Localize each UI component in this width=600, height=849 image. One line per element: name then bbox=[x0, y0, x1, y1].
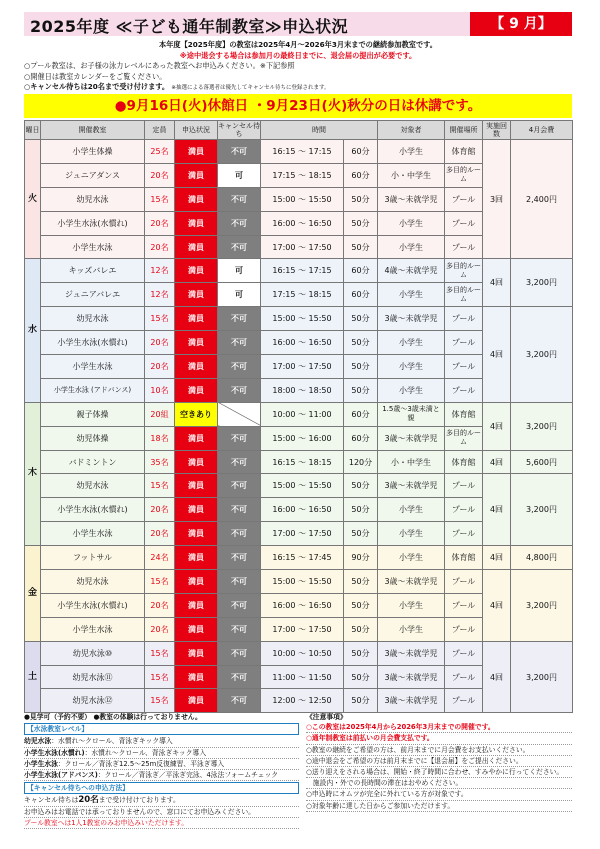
target-age: 小・中学生 bbox=[378, 450, 445, 474]
venue: 多目的ルーム bbox=[445, 426, 483, 450]
status-badge: 空きあり bbox=[175, 402, 218, 426]
caution-diaper: ○申込時にオムツが完全に外れている方が対象です。 bbox=[306, 789, 572, 800]
target-age: 3歳～未就学児 bbox=[378, 641, 445, 665]
venue: 体育館 bbox=[445, 546, 483, 570]
class-name: 小学生水泳(水慣れ) bbox=[41, 211, 145, 235]
capacity: 20名 bbox=[145, 593, 175, 617]
target-age: 小学生 bbox=[378, 593, 445, 617]
footer-right bbox=[306, 712, 572, 812]
capacity: 10名 bbox=[145, 378, 175, 402]
time-range: 17:15 ～ 18:15 bbox=[261, 163, 344, 187]
duration: 50分 bbox=[344, 522, 378, 546]
capacity: 20名 bbox=[145, 522, 175, 546]
table-row bbox=[25, 546, 573, 570]
class-name: 小学生水泳 bbox=[41, 617, 145, 641]
duration: 50分 bbox=[344, 570, 378, 594]
venue: 体育館 bbox=[445, 450, 483, 474]
duration: 50分 bbox=[344, 689, 378, 713]
level-advance bbox=[24, 770, 299, 781]
venue: プール bbox=[445, 211, 483, 235]
table-row bbox=[25, 307, 573, 331]
page-header bbox=[24, 12, 572, 36]
class-name: 小学生水泳 bbox=[41, 355, 145, 379]
duration: 50分 bbox=[344, 211, 378, 235]
target-age: 3歳～未就学児 bbox=[378, 187, 445, 211]
schedule-table bbox=[24, 120, 573, 713]
caution-prepay: ○通年制教室は前払いの月会費支払です。 bbox=[306, 733, 572, 744]
session-count: 4回 bbox=[483, 307, 511, 403]
note-withdrawal: ※途中退会する場合は参加月の最終日までに、退会届の提出が必要です。 bbox=[179, 50, 417, 60]
duration: 120分 bbox=[344, 450, 378, 474]
duration: 60分 bbox=[344, 402, 378, 426]
table-row bbox=[25, 450, 573, 474]
time-range: 16:15 ～ 17:15 bbox=[261, 140, 344, 164]
capacity: 15名 bbox=[145, 689, 175, 713]
venue: 多目的ルーム bbox=[445, 163, 483, 187]
venue: プール bbox=[445, 187, 483, 211]
status-badge: 満員 bbox=[175, 689, 218, 713]
class-name: 小学生水泳(水慣れ) bbox=[41, 331, 145, 355]
monthly-fee: 5,600円 bbox=[511, 450, 573, 474]
status-badge: 満員 bbox=[175, 140, 218, 164]
target-age: 3歳～未就学児 bbox=[378, 665, 445, 689]
target-age: 小学生 bbox=[378, 498, 445, 522]
class-name: 小学生体操 bbox=[41, 140, 145, 164]
class-name: 小学生水泳 (アドバンス) bbox=[41, 378, 145, 402]
target-age: 小学生 bbox=[378, 355, 445, 379]
duration: 50分 bbox=[344, 498, 378, 522]
venue: プール bbox=[445, 307, 483, 331]
table-row bbox=[25, 259, 573, 283]
day-cell: 土 bbox=[25, 641, 41, 713]
status-badge: 満員 bbox=[175, 665, 218, 689]
venue: プール bbox=[445, 331, 483, 355]
time-range: 16:00 ～ 16:50 bbox=[261, 498, 344, 522]
duration: 50分 bbox=[344, 378, 378, 402]
session-count: 4回 bbox=[483, 259, 511, 307]
time-range: 15:00 ～ 15:50 bbox=[261, 187, 344, 211]
venue: プール bbox=[445, 235, 483, 259]
status-badge: 満員 bbox=[175, 307, 218, 331]
duration: 50分 bbox=[344, 307, 378, 331]
duration: 50分 bbox=[344, 617, 378, 641]
waitlist-status: 可 bbox=[218, 283, 261, 307]
time-range: 10:00 ～ 11:00 bbox=[261, 402, 344, 426]
venue: 多目的ルーム bbox=[445, 259, 483, 283]
target-age: 小学生 bbox=[378, 378, 445, 402]
header-fee: 4月会費 bbox=[511, 121, 573, 140]
monthly-fee: 3,200円 bbox=[511, 402, 573, 450]
level-beginner-desc: ：水慣れ～クロール、背泳ぎキック導入 bbox=[84, 748, 207, 757]
capacity: 15名 bbox=[145, 474, 175, 498]
duration: 60分 bbox=[344, 163, 378, 187]
capacity: 15名 bbox=[145, 187, 175, 211]
waitlist-method: お申込みはお電話では承っておりませんので、窓口にてお申込みください。 bbox=[24, 807, 299, 818]
target-age: 小学生 bbox=[378, 546, 445, 570]
table-row bbox=[25, 641, 573, 665]
duration: 50分 bbox=[344, 235, 378, 259]
caution-continue: ○教室の継続をご希望の方は、前月末までに月会費をお支払いください。 bbox=[306, 745, 572, 756]
pool-one-class-note: プール教室へは1人1教室のみお申込みいただけます。 bbox=[24, 818, 299, 829]
capacity: 20名 bbox=[145, 355, 175, 379]
class-name: 小学生水泳(水慣れ) bbox=[41, 498, 145, 522]
visit-note: ●見学可（予約不要） ●教室の体験は行っておりません。 bbox=[24, 713, 202, 721]
status-badge: 満員 bbox=[175, 498, 218, 522]
waitlist-status: 可 bbox=[218, 259, 261, 283]
session-count: 4回 bbox=[483, 402, 511, 450]
class-name: バドミントン bbox=[41, 450, 145, 474]
day-cell: 金 bbox=[25, 546, 41, 642]
waitlist-status: 不可 bbox=[218, 665, 261, 689]
table-row bbox=[25, 570, 573, 594]
class-name: 幼児水泳 bbox=[41, 474, 145, 498]
time-range: 17:15 ～ 18:15 bbox=[261, 283, 344, 307]
capacity: 15名 bbox=[145, 570, 175, 594]
waitlist-status: 不可 bbox=[218, 689, 261, 713]
venue: プール bbox=[445, 474, 483, 498]
target-age: 小学生 bbox=[378, 617, 445, 641]
page-title: 2025年度 ≪子ども通年制教室≫申込状況 bbox=[24, 12, 444, 36]
class-name: ジュニアダンス bbox=[41, 163, 145, 187]
status-badge: 満員 bbox=[175, 378, 218, 402]
time-range: 17:00 ～ 17:50 bbox=[261, 522, 344, 546]
caution-pickup: ○送り迎えをされる場合は、開始・終了時間に合わせ、すみやかに行ってください。 bbox=[306, 767, 572, 778]
waitlist-status: 不可 bbox=[218, 641, 261, 665]
target-age: 小学生 bbox=[378, 140, 445, 164]
venue: 多目的ルーム bbox=[445, 283, 483, 307]
waitlist-status: 不可 bbox=[218, 331, 261, 355]
class-name: 幼児水泳⑩ bbox=[41, 641, 145, 665]
venue: プール bbox=[445, 355, 483, 379]
status-badge: 満員 bbox=[175, 331, 218, 355]
header-waitlist: キャンセル待ち bbox=[218, 122, 260, 138]
level-toddler-desc: ：水慣れ～クロール、背泳ぎキック導入 bbox=[51, 737, 173, 746]
class-name: 幼児水泳 bbox=[41, 187, 145, 211]
target-age: 3歳～未就学児 bbox=[378, 474, 445, 498]
level-toddler-name: 幼児水泳 bbox=[24, 737, 52, 746]
venue: プール bbox=[445, 617, 483, 641]
day-cell: 木 bbox=[25, 402, 41, 545]
venue: プール bbox=[445, 665, 483, 689]
target-age: 4歳～未就学児 bbox=[378, 259, 445, 283]
capacity: 20名 bbox=[145, 211, 175, 235]
closure-banner: ●9月16日(火)休館日 ・9月23日(火)秋分の日は休講です。 bbox=[24, 94, 572, 118]
status-badge: 満員 bbox=[175, 450, 218, 474]
time-range: 16:15 ～ 17:15 bbox=[261, 259, 344, 283]
target-age: 小学生 bbox=[378, 331, 445, 355]
class-name: 親子体操 bbox=[41, 402, 145, 426]
class-name: 幼児水泳⑪ bbox=[41, 665, 145, 689]
status-badge: 満員 bbox=[175, 593, 218, 617]
level-toddler bbox=[24, 736, 299, 747]
capacity: 20名 bbox=[145, 163, 175, 187]
status-badge: 満員 bbox=[175, 522, 218, 546]
table-row bbox=[25, 402, 573, 426]
target-age: 小学生 bbox=[378, 522, 445, 546]
duration: 60分 bbox=[344, 259, 378, 283]
status-badge: 満員 bbox=[175, 546, 218, 570]
waitlist-status: 不可 bbox=[218, 474, 261, 498]
session-count: 4回 bbox=[483, 546, 511, 570]
footer-left bbox=[24, 712, 299, 829]
status-badge: 満員 bbox=[175, 641, 218, 665]
header-count: 実施回数 bbox=[483, 121, 511, 140]
duration: 90分 bbox=[344, 546, 378, 570]
waitlist-status: 不可 bbox=[218, 211, 261, 235]
time-range: 16:00 ～ 16:50 bbox=[261, 593, 344, 617]
duration: 60分 bbox=[344, 426, 378, 450]
level-standard bbox=[24, 759, 299, 770]
capacity: 12名 bbox=[145, 283, 175, 307]
status-badge: 満員 bbox=[175, 211, 218, 235]
status-badge: 満員 bbox=[175, 283, 218, 307]
venue: プール bbox=[445, 522, 483, 546]
waitlist-status: 不可 bbox=[218, 140, 261, 164]
time-range: 17:00 ～ 17:50 bbox=[261, 355, 344, 379]
table-header-row bbox=[25, 121, 573, 140]
monthly-fee: 3,200円 bbox=[511, 307, 573, 403]
waitlist-status: 不可 bbox=[218, 593, 261, 617]
class-name: 小学生水泳 bbox=[41, 522, 145, 546]
waitlist-status: 不可 bbox=[218, 450, 261, 474]
caution-stay: 施設内・外での長時間の滞在はおやめください。 bbox=[306, 778, 572, 789]
status-badge: 満員 bbox=[175, 259, 218, 283]
status-badge: 満員 bbox=[175, 355, 218, 379]
header-time: 時間 bbox=[261, 121, 378, 140]
caution-heading: 《注意事項》 bbox=[306, 713, 347, 721]
waitlist-limit bbox=[24, 795, 299, 806]
venue: 体育館 bbox=[445, 140, 483, 164]
monthly-fee: 3,200円 bbox=[511, 474, 573, 546]
waitlist-limit-c: まで受け付けております。 bbox=[98, 796, 180, 805]
capacity: 20名 bbox=[145, 235, 175, 259]
monthly-fee: 3,200円 bbox=[511, 641, 573, 713]
waitlist-status: 不可 bbox=[218, 187, 261, 211]
waitlist-heading: 【キャンセル待ちへの申込方法】 bbox=[24, 782, 299, 794]
waitlist-limit-a: キャンセル待ちは bbox=[24, 796, 79, 805]
time-range: 16:00 ～ 16:50 bbox=[261, 211, 344, 235]
session-count: 4回 bbox=[483, 474, 511, 546]
venue: プール bbox=[445, 570, 483, 594]
waitlist-status: 不可 bbox=[218, 307, 261, 331]
duration: 60分 bbox=[344, 140, 378, 164]
capacity: 15名 bbox=[145, 665, 175, 689]
waitlist-status: 不可 bbox=[218, 426, 261, 450]
time-range: 17:00 ～ 17:50 bbox=[261, 617, 344, 641]
duration: 50分 bbox=[344, 355, 378, 379]
header-capacity: 定員 bbox=[145, 121, 175, 140]
class-name: 小学生水泳 bbox=[41, 235, 145, 259]
target-age: 1.5歳～3歳未満と親 bbox=[378, 402, 445, 426]
capacity: 35名 bbox=[145, 450, 175, 474]
time-range: 11:00 ～ 11:50 bbox=[261, 665, 344, 689]
session-count: 4回 bbox=[483, 570, 511, 642]
waitlist-status: 不可 bbox=[218, 522, 261, 546]
header-target: 対象者 bbox=[378, 121, 445, 140]
class-name: 幼児体操 bbox=[41, 426, 145, 450]
duration: 50分 bbox=[344, 474, 378, 498]
capacity: 20組 bbox=[145, 402, 175, 426]
header-day: 曜日 bbox=[25, 121, 41, 140]
capacity: 18名 bbox=[145, 426, 175, 450]
session-count: 4回 bbox=[483, 450, 511, 474]
target-age: 小学生 bbox=[378, 235, 445, 259]
status-badge: 満員 bbox=[175, 426, 218, 450]
status-badge: 満員 bbox=[175, 235, 218, 259]
note-waitlist-sub: ※抽選による落選者は優先してキャンセル待ちに登録されます。 bbox=[171, 85, 330, 91]
month-badge: 【 9 月】 bbox=[470, 12, 572, 36]
waitlist-status: 不可 bbox=[218, 570, 261, 594]
day-cell: 火 bbox=[25, 140, 41, 259]
time-range: 18:00 ～ 18:50 bbox=[261, 378, 344, 402]
header-class: 開催教室 bbox=[41, 121, 145, 140]
waitlist-status: 不可 bbox=[218, 617, 261, 641]
class-name: 幼児水泳 bbox=[41, 307, 145, 331]
note-pool-level: ○プール教室は、お子様の泳力レベルにあった教室へお申込みください。※下記参照 bbox=[24, 61, 295, 70]
capacity: 25名 bbox=[145, 140, 175, 164]
status-badge: 満員 bbox=[175, 187, 218, 211]
status-badge: 満員 bbox=[175, 163, 218, 187]
level-beginner-name: 小学生水泳(水慣れ) bbox=[24, 748, 85, 757]
venue: プール bbox=[445, 498, 483, 522]
class-name: 小学生水泳(水慣れ) bbox=[41, 593, 145, 617]
monthly-fee: 4,800円 bbox=[511, 546, 573, 570]
note-waitlist bbox=[24, 82, 572, 94]
waitlist-status bbox=[218, 402, 261, 426]
time-range: 15:00 ～ 16:00 bbox=[261, 426, 344, 450]
target-age: 3歳～未就学児 bbox=[378, 689, 445, 713]
note-waitlist-main: ○キャンセル待ちは20名まで受け付けます。 bbox=[24, 82, 170, 91]
time-range: 15:00 ～ 15:50 bbox=[261, 474, 344, 498]
target-age: 小学生 bbox=[378, 283, 445, 307]
time-range: 10:00 ～ 10:50 bbox=[261, 641, 344, 665]
capacity: 15名 bbox=[145, 641, 175, 665]
capacity: 20名 bbox=[145, 331, 175, 355]
time-range: 15:00 ～ 15:50 bbox=[261, 307, 344, 331]
monthly-fee: 3,200円 bbox=[511, 259, 573, 307]
session-count: 4回 bbox=[483, 641, 511, 713]
duration: 50分 bbox=[344, 641, 378, 665]
header-spacer bbox=[444, 12, 470, 36]
monthly-fee: 2,400円 bbox=[511, 140, 573, 259]
duration: 60分 bbox=[344, 283, 378, 307]
class-name: フットサル bbox=[41, 546, 145, 570]
session-count: 3回 bbox=[483, 140, 511, 259]
venue: プール bbox=[445, 641, 483, 665]
level-advance-desc: ：クロール／背泳ぎ／平泳ぎ完泳、4泳法フォームチェック bbox=[97, 771, 279, 780]
notes-block bbox=[24, 40, 572, 94]
capacity: 20名 bbox=[145, 498, 175, 522]
waitlist-limit-num: 20名 bbox=[78, 795, 99, 806]
header-status: 申込状況 bbox=[175, 121, 218, 140]
venue: プール bbox=[445, 689, 483, 713]
target-age: 3歳～未就学児 bbox=[378, 307, 445, 331]
duration: 50分 bbox=[344, 665, 378, 689]
target-age: 3歳～未就学児 bbox=[378, 570, 445, 594]
class-name: 幼児水泳 bbox=[41, 570, 145, 594]
capacity: 24名 bbox=[145, 546, 175, 570]
class-name: 幼児水泳⑫ bbox=[41, 689, 145, 713]
capacity: 20名 bbox=[145, 617, 175, 641]
capacity: 15名 bbox=[145, 307, 175, 331]
time-range: 16:15 ～ 18:15 bbox=[261, 450, 344, 474]
waitlist-status: 不可 bbox=[218, 546, 261, 570]
target-age: 小学生 bbox=[378, 211, 445, 235]
time-range: 15:00 ～ 15:50 bbox=[261, 570, 344, 594]
time-range: 16:00 ～ 16:50 bbox=[261, 331, 344, 355]
target-age: 小・中学生 bbox=[378, 163, 445, 187]
target-age: 3歳～未就学児 bbox=[378, 426, 445, 450]
venue: プール bbox=[445, 378, 483, 402]
status-badge: 満員 bbox=[175, 474, 218, 498]
waitlist-status: 可 bbox=[218, 163, 261, 187]
time-range: 16:15 ～ 17:45 bbox=[261, 546, 344, 570]
venue: 体育館 bbox=[445, 402, 483, 426]
level-standard-name: 小学生水泳 bbox=[24, 759, 58, 768]
day-cell: 水 bbox=[25, 259, 41, 402]
note-period: 本年度【2025年度】の教室は2025年4月～2026年3月末までの継続参加教室です。 bbox=[159, 40, 437, 49]
note-calendar: ○開催日は教室カレンダーをご覧ください。 bbox=[24, 71, 167, 81]
duration: 50分 bbox=[344, 187, 378, 211]
waitlist-status: 不可 bbox=[218, 498, 261, 522]
caution-withdraw: ○途中退会をご希望の方は前月末までに【退会届】をご提出ください。 bbox=[306, 756, 572, 767]
status-badge: 満員 bbox=[175, 617, 218, 641]
header-place: 開催場所 bbox=[445, 121, 483, 140]
time-range: 12:00 ～ 12:50 bbox=[261, 689, 344, 713]
duration: 50分 bbox=[344, 593, 378, 617]
waitlist-status: 不可 bbox=[218, 355, 261, 379]
swim-level-heading: 【水泳教室レベル】 bbox=[24, 723, 299, 735]
caution-period: ○この教室は2025年4月から2026年3月末までの開催です。 bbox=[306, 722, 572, 733]
waitlist-status: 不可 bbox=[218, 378, 261, 402]
level-beginner bbox=[24, 748, 299, 759]
class-name: キッズバレエ bbox=[41, 259, 145, 283]
level-standard-desc: ：クロール／背泳ぎ12.5～25m反復練習、平泳ぎ導入 bbox=[57, 759, 225, 768]
class-name: ジュニアバレエ bbox=[41, 283, 145, 307]
duration: 50分 bbox=[344, 331, 378, 355]
caution-age: ○対象年齢に達した日からご参加いただけます。 bbox=[306, 801, 572, 812]
venue: プール bbox=[445, 593, 483, 617]
capacity: 12名 bbox=[145, 259, 175, 283]
status-badge: 満員 bbox=[175, 570, 218, 594]
table-row bbox=[25, 140, 573, 164]
waitlist-status: 不可 bbox=[218, 235, 261, 259]
table-row bbox=[25, 474, 573, 498]
monthly-fee: 3,200円 bbox=[511, 570, 573, 642]
time-range: 17:00 ～ 17:50 bbox=[261, 235, 344, 259]
level-advance-name: 小学生水泳(アドバンス) bbox=[24, 771, 98, 780]
